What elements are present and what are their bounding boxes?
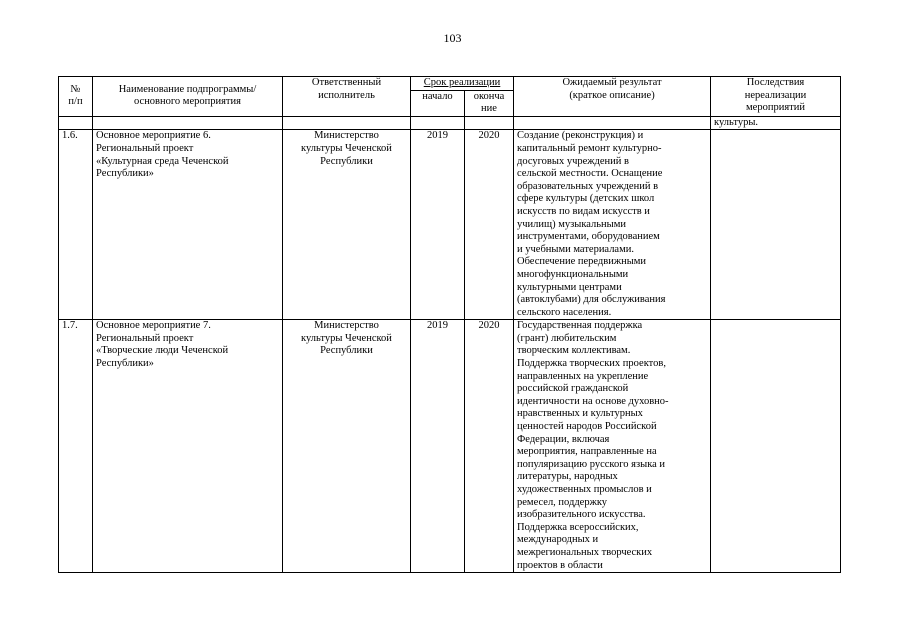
- carryover-row: [59, 116, 841, 130]
- page-number: 103: [443, 31, 462, 45]
- row-end: 2020: [465, 130, 514, 320]
- row-consequences: [711, 320, 841, 573]
- table-row: [59, 320, 841, 573]
- header-period: Срок реализации: [411, 77, 514, 91]
- carryover-text: культуры.: [711, 116, 841, 130]
- row-end: 2020: [465, 320, 514, 573]
- header-name: Наименование подпрограммы/ основного мероприятия: [93, 77, 283, 117]
- row-result: Создание (реконструкция) и капитальный ремонт культурно- досуговых учреждений в сельской местности. Оснащение образовательных учреждений в сфере культуры (детских школ искусств по видам искусств и училищ) музыкальными инструментами, оборудованием и учебными материалами. Обеспечение передвижными многофункциональными культурными центрами (автоклубами) для обслуживания сельского населения.: [514, 130, 711, 320]
- row-name: Основное мероприятие 6. Региональный проект «Культурная среда Чеченской Республики»: [93, 130, 283, 320]
- header-num: № п/п: [59, 77, 93, 117]
- row-result: Государственная поддержка (грант) любительским творческим коллективам. Поддержка творческих проектов, направленных на укрепление российской гражданской идентичности на основе духовно- нравственных и культурных ценностей народов Российской Федерации, включая мероприятия, направленные на популяризацию русского языка и литературы, народных художественных промыслов и ремесел, поддержку изобразительного искусства. Поддержка всероссийских, международных и межрегиональных творческих проектов в области: [514, 320, 711, 573]
- header-consequences: Последствия нереализации мероприятий: [711, 77, 841, 117]
- row-start: 2019: [411, 130, 465, 320]
- program-activities-table: [58, 76, 841, 573]
- header-result: Ожидаемый результат (краткое описание): [514, 77, 711, 117]
- row-start: 2019: [411, 320, 465, 573]
- row-responsible: Министерство культуры Чеченской Республики: [283, 320, 411, 573]
- header-end: оконча ние: [465, 90, 514, 116]
- row-consequences: [711, 130, 841, 320]
- row-num: 1.7.: [59, 320, 93, 573]
- row-name: Основное мероприятие 7. Региональный проект «Творческие люди Чеченской Республики»: [93, 320, 283, 573]
- header-start: начало: [411, 90, 465, 116]
- header-responsible: Ответственный исполнитель: [283, 77, 411, 117]
- table-row: [59, 130, 841, 320]
- table-header-row: [59, 77, 841, 91]
- row-responsible: Министерство культуры Чеченской Республики: [283, 130, 411, 320]
- row-num: 1.6.: [59, 130, 93, 320]
